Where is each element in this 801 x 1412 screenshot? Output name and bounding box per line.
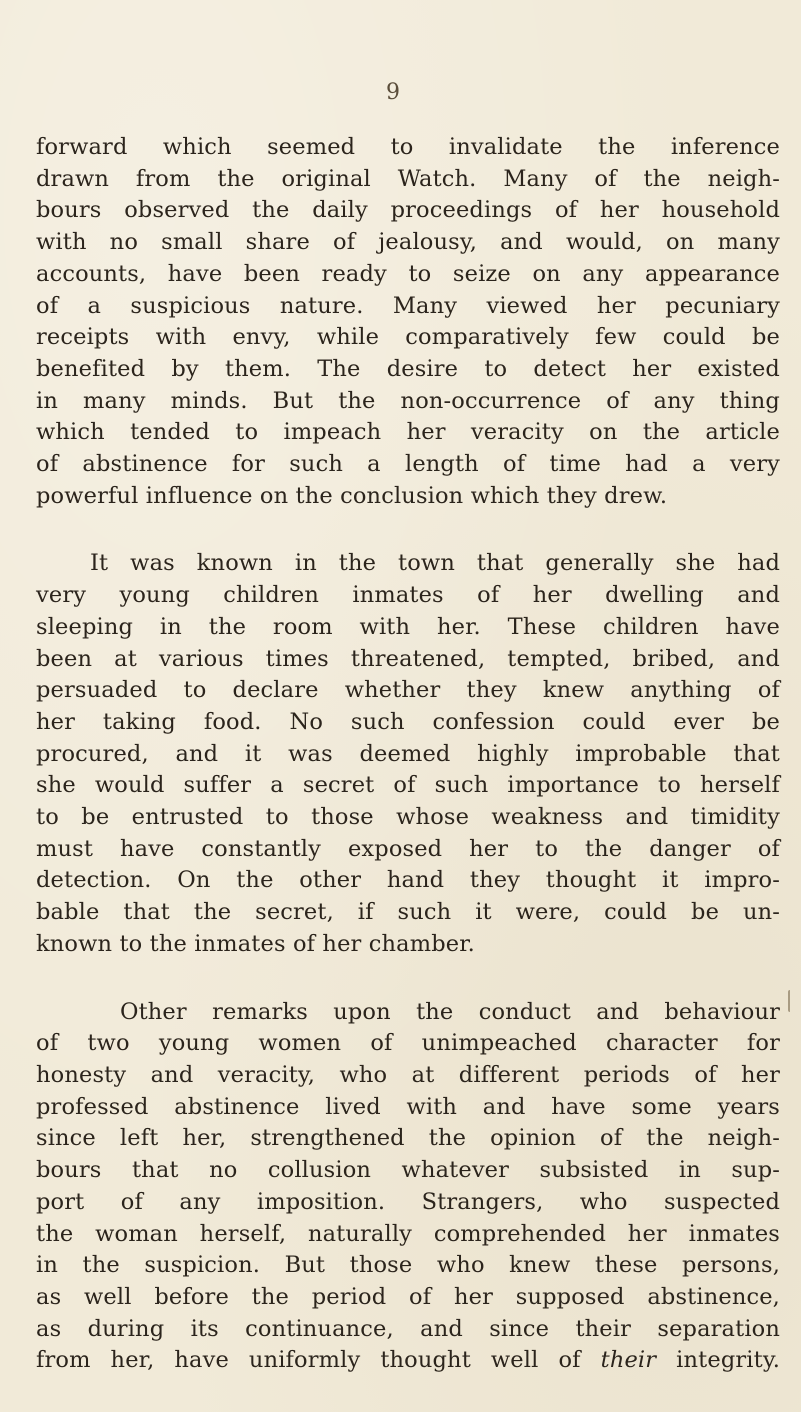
text-line: persuaded to declare whether they knew anything of <box>36 677 780 704</box>
text-line: receipts with envy, while comparatively few could be <box>36 324 780 351</box>
text-line: as well before the period of her supposed abstinence, <box>36 1283 780 1310</box>
text-line: honesty and veracity, who at different periods of her <box>36 1061 780 1088</box>
text-line-final <box>36 1345 780 1377</box>
page-number: 9 <box>386 80 400 105</box>
text-line: she would suffer a secret of such importance to herself <box>36 772 780 799</box>
text-line: with no small share of jealousy, and would, on many <box>36 229 780 256</box>
text-line: port of any imposition. Strangers, who suspected <box>36 1188 780 1215</box>
text-line: bours observed the daily proceedings of her household <box>36 197 780 224</box>
text-line: in the suspicion. But those who knew these persons, <box>36 1252 780 1279</box>
text-line: benefited by them. The desire to detect her existed <box>36 355 780 382</box>
body-text <box>36 132 780 1377</box>
paragraph-gap <box>36 961 780 997</box>
text-line: Other remarks upon the conduct and behaviour <box>120 998 780 1025</box>
text-line: bours that no collusion whatever subsisted in sup- <box>36 1157 780 1184</box>
text-line: drawn from the original Watch. Many of the neigh- <box>36 165 780 192</box>
text-line: must have constantly exposed her to the danger of <box>36 835 780 862</box>
text-line: which tended to impeach her veracity on the article <box>36 419 780 446</box>
paragraph-gap <box>36 512 780 548</box>
text-line: of two young women of unimpeached character for <box>36 1030 780 1057</box>
text-line: accounts, have been ready to seize on any appearance <box>36 260 780 287</box>
text-line: since left her, strengthened the opinion of the neigh- <box>36 1125 780 1152</box>
paragraph-1 <box>36 132 780 512</box>
text-line: known to the inmates of her chamber. <box>36 930 475 957</box>
text-line: of abstinence for such a length of time had a very <box>36 451 780 478</box>
final-line-text-end: integrity. <box>656 1347 781 1374</box>
text-line: her taking food. No such confession could ever be <box>36 708 780 735</box>
margin-mark <box>788 990 794 1012</box>
text-line: to be entrusted to those whose weakness and timidity <box>36 804 780 831</box>
text-line: procured, and it was deemed highly improbable that <box>36 740 780 767</box>
text-line: as during its continuance, and since their separation <box>36 1315 780 1342</box>
text-line: the woman herself, naturally comprehended her inmates <box>36 1220 780 1247</box>
paragraph-2 <box>36 548 780 960</box>
text-line: powerful influence on the conclusion which they drew. <box>36 482 668 509</box>
italic-emphasis: their <box>600 1347 657 1374</box>
paragraph-3 <box>36 997 780 1377</box>
text-line: professed abstinence lived with and have some years <box>36 1093 780 1120</box>
text-line: sleeping in the room with her. These children have <box>36 613 780 640</box>
text-line: forward which seemed to invalidate the inference <box>36 134 780 160</box>
text-line: of a suspicious nature. Many viewed her pecuniary <box>36 292 780 319</box>
text-line: bable that the secret, if such it were, could be un- <box>36 899 780 926</box>
text-line: been at various times threatened, tempted, bribed, and <box>36 645 780 672</box>
final-line-text: from her, have uniformly thought well of <box>36 1347 601 1374</box>
text-line: It was known in the town that generally she had <box>90 550 780 577</box>
text-line: very young children inmates of her dwelling and <box>36 582 780 609</box>
text-line: in many minds. But the non-occurrence of any thing <box>36 387 780 414</box>
text-line: detection. On the other hand they thought it impro- <box>36 867 780 894</box>
